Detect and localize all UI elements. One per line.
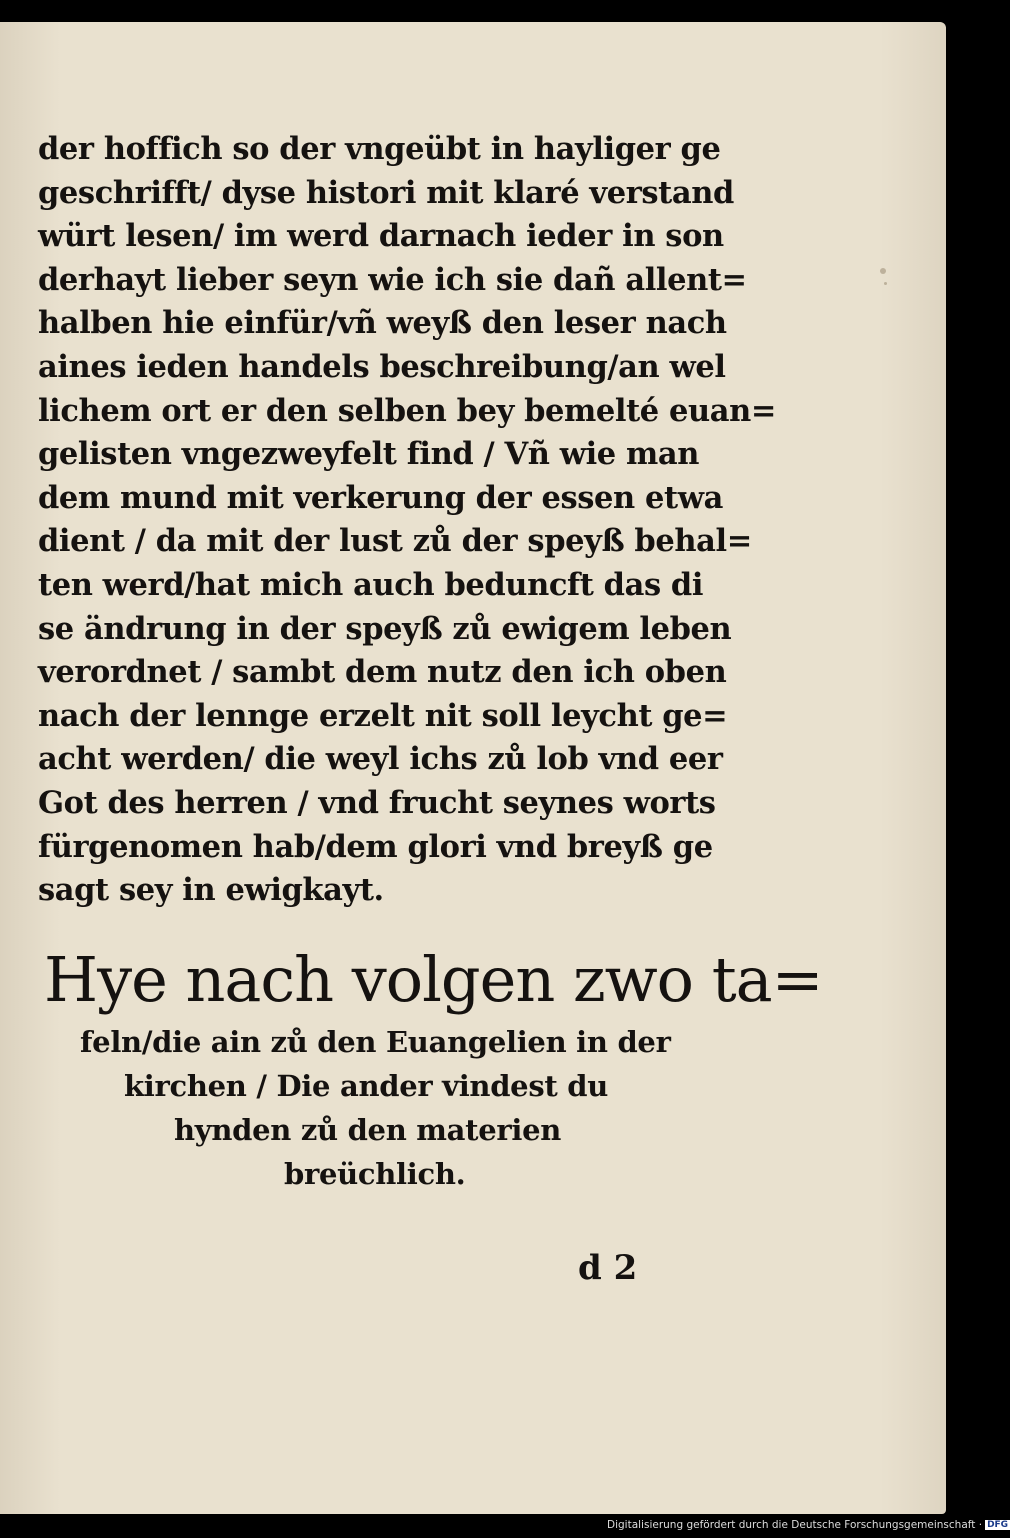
text-line: der hoffich so der vngeübt in hayliger ge [38, 131, 721, 167]
text-line: lichem ort er den selben bey bemelté euan= [38, 392, 777, 429]
text-line: nach der lennge erzelt nit soll leycht ge= [38, 697, 728, 734]
text-line: aines ieden handels beschreibung/an wel [38, 348, 726, 385]
text-line: verordnet / sambt dem nutz den ich oben [38, 654, 727, 691]
heading-line: hynden zů den materien [174, 1113, 562, 1147]
dfg-logo: DFG [987, 1520, 1009, 1530]
heading-line: kirchen / Die ander vindest du [124, 1069, 609, 1103]
text-line: ten werd/hat mich auch beduncft das di [38, 566, 704, 603]
section-heading [44, 940, 823, 1196]
credit-text: Digitalisierung gefördert durch die Deutsche Forschungsgemeinschaft · [607, 1519, 983, 1531]
digitization-credit [607, 1519, 1010, 1531]
text-line: fürgenomen hab/dem glori vnd breyß ge [38, 828, 713, 865]
text-line: acht werden/ die weyl ichs zů lob vnd eer [38, 741, 723, 778]
signature-mark: d 2 [578, 1248, 638, 1288]
text-line: dient / da mit der lust zů der speyß behal= [38, 523, 752, 560]
text-line: derhayt lieber seyn wie ich sie dañ allent= [38, 261, 747, 298]
text-line: se ändrung in der speyß zů ewigem leben [38, 610, 732, 647]
text-line: würt lesen/ im werd darnach ieder in son [38, 218, 724, 255]
text-line: Got des herren / vnd frucht seynes worts [38, 784, 716, 821]
text-line: halben hie einfür/vñ weyß den leser nach [38, 305, 727, 342]
heading-line: feln/die ain zů den Euangelien in der [80, 1025, 671, 1059]
text-line: sagt sey in ewigkayt. [38, 872, 384, 909]
heading-line: breüchlich. [284, 1157, 466, 1191]
paper-stain [884, 282, 887, 285]
text-line: dem mund mit verkerung der essen etwa [38, 479, 723, 516]
heading-title: Hye nach volgen zwo ta= [44, 943, 823, 1016]
paper-stain [880, 268, 886, 274]
body-text-block [38, 128, 777, 913]
text-line: geschrifft/ dyse histori mit klaré verstand [38, 174, 734, 211]
text-line: gelisten vngezweyfelt find / Vñ wie man [38, 436, 700, 473]
